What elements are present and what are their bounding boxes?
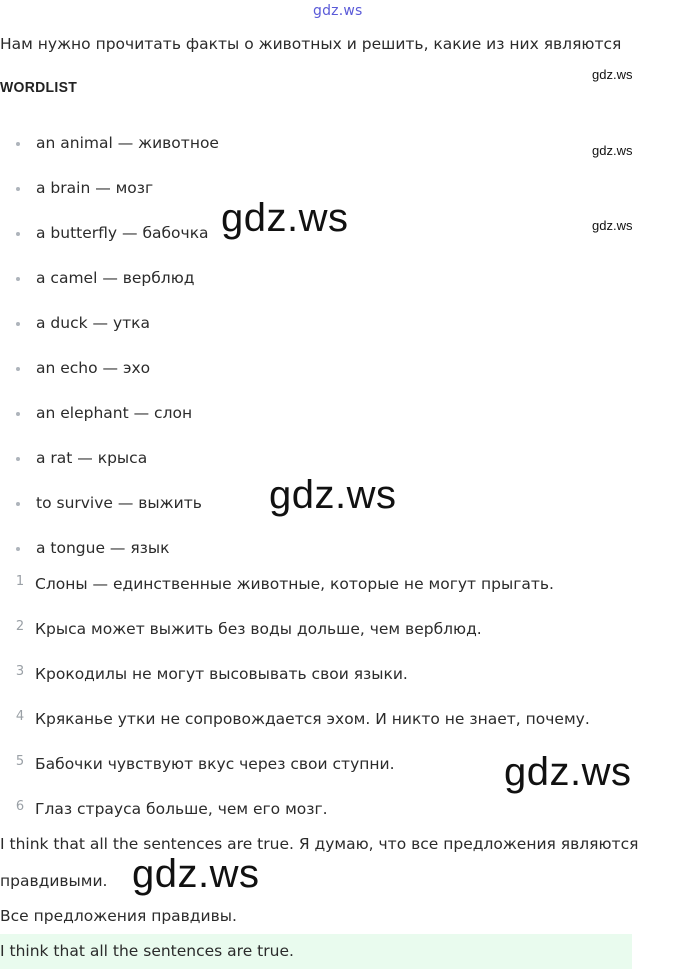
item-number: 6 — [15, 799, 25, 814]
item-number: 4 — [15, 709, 25, 724]
watermark-small: gdz.ws — [592, 143, 633, 158]
list-item-text: a butterfly — бабочка — [36, 224, 209, 242]
answer-line-3: Все предложения правдивы. — [0, 907, 237, 925]
bullet-icon — [16, 277, 20, 281]
watermark-small: gdz.ws — [592, 67, 633, 82]
item-text: Крокодилы не могут высовывать свои языки. — [35, 665, 408, 683]
item-text: Кряканье утки не сопровождается эхом. И никто не знает, почему. — [35, 710, 590, 728]
list-item-text: a camel — верблюд — [36, 269, 195, 287]
watermark-large: gdz.ws — [504, 750, 632, 794]
bullet-icon — [16, 142, 20, 146]
intro-text: Нам нужно прочитать факты о животных и решить, какие из них являются — [0, 35, 622, 53]
bullet-icon — [16, 502, 20, 506]
answer-line-2: правдивыми. — [0, 872, 108, 890]
watermark-large: gdz.ws — [269, 473, 397, 517]
watermark-large: gdz.ws — [132, 852, 260, 896]
list-item-text: a rat — крыса — [36, 449, 148, 467]
list-item-text: a brain — мозг — [36, 179, 154, 197]
bullet-icon — [16, 457, 20, 461]
watermark-small: gdz.ws — [592, 218, 633, 233]
answer-highlight-text: I think that all the sentences are true. — [0, 942, 294, 960]
bullet-icon — [16, 367, 20, 371]
bullet-icon — [16, 412, 20, 416]
list-item-text: a tongue — язык — [36, 539, 170, 557]
item-number: 1 — [15, 574, 25, 589]
list-item-text: a duck — утка — [36, 314, 151, 332]
item-text: Слоны — единственные животные, которые не могут прыгать. — [35, 575, 554, 593]
answer-line-1: I think that all the sentences are true. Я думаю, что все предложения являются — [0, 835, 639, 853]
list-item-text: an animal — животное — [36, 134, 219, 152]
item-number: 3 — [15, 664, 25, 679]
watermark-large: gdz.ws — [221, 196, 349, 240]
item-text: Крыса может выжить без воды дольше, чем верблюд. — [35, 620, 482, 638]
wordlist-heading: WORDLIST — [0, 78, 78, 96]
bullet-icon — [16, 322, 20, 326]
bullet-icon — [16, 232, 20, 236]
item-number: 2 — [15, 619, 25, 634]
list-item-text: to survive — выжить — [36, 494, 202, 512]
top-watermark: gdz.ws — [313, 3, 363, 19]
item-text: Бабочки чувствуют вкус через свои ступни. — [35, 755, 395, 773]
item-number: 5 — [15, 754, 25, 769]
bullet-icon — [16, 187, 20, 191]
item-text: Глаз страуса больше, чем его мозг. — [35, 800, 328, 818]
bullet-icon — [16, 547, 20, 551]
list-item-text: an echo — эхо — [36, 359, 151, 377]
list-item-text: an elephant — слон — [36, 404, 193, 422]
